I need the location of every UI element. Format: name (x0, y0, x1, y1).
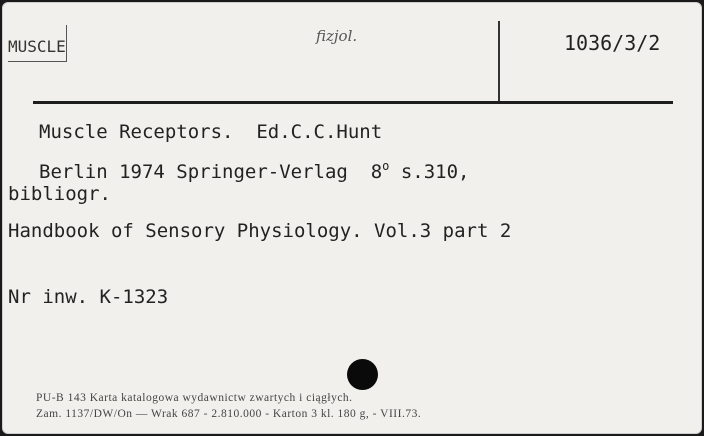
subject-divider (66, 25, 67, 62)
subject-heading: MUSCLE (8, 37, 66, 56)
horizontal-rule (33, 101, 673, 104)
footer-line-2: Zam. 1137/DW/On — Wrak 687 - 2.810.000 - Karton 3 kl. 180 g, - VIII.73. (36, 408, 422, 420)
inventory-number: Nr inw. K-1323 (8, 286, 169, 308)
catalog-card (2, 2, 702, 434)
series-line: Handbook of Sensory Physiology. Vol.3 part 2 (8, 220, 512, 242)
imprint-continuation: bibliogr. (8, 183, 111, 205)
imprint-pages: s.310, (389, 161, 470, 183)
vertical-rule (498, 21, 500, 101)
punch-hole (347, 359, 378, 390)
subject-underline (8, 61, 66, 62)
imprint-text: Berlin 1974 Springer-Verlag 8 (39, 161, 383, 183)
shelfmark: 1036/3/2 (564, 31, 661, 55)
imprint-line (39, 161, 469, 183)
handwritten-note: fizjol. (316, 27, 358, 45)
imprint-superscript: o (382, 159, 390, 173)
footer-line-1: PU-B 143 Karta katalogowa wydawnictw zwartych i ciągłych. (36, 392, 353, 404)
title-line: Muscle Receptors. Ed.C.C.Hunt (39, 121, 383, 143)
